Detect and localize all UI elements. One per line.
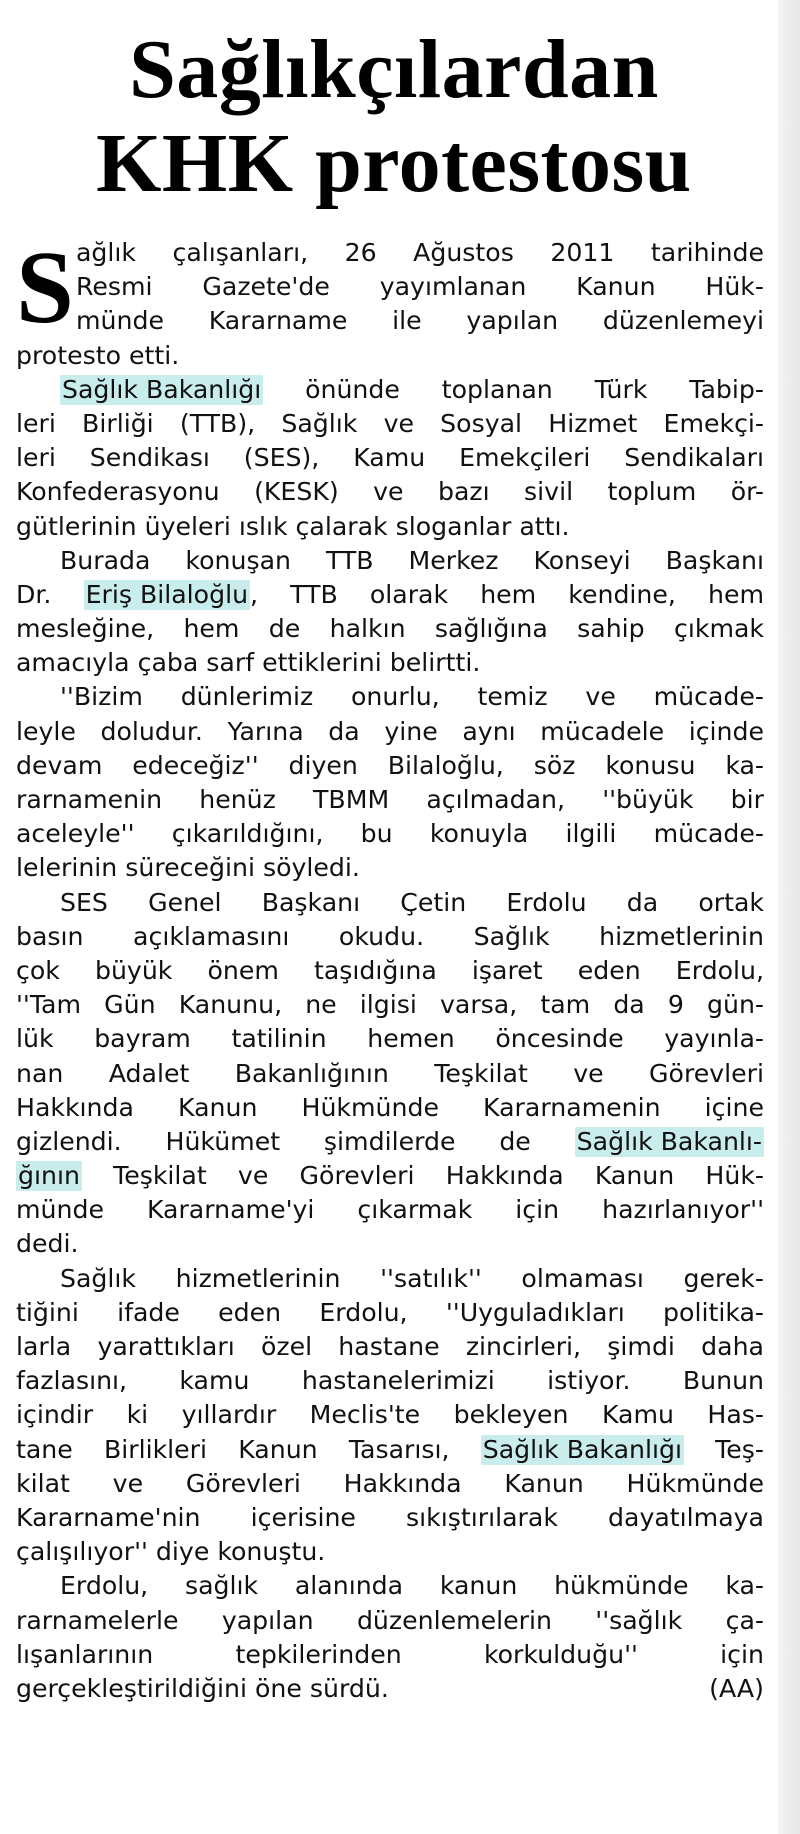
page-edge-shadow: [778, 0, 800, 1834]
news-clipping: [14, 8, 774, 1826]
body-line-text: önünde toplanan Türk Tabip-: [263, 374, 764, 404]
body-line-text: Teşkilat ve Görevleri Hakkında Kanun Hük-: [81, 1161, 764, 1191]
body-line: ''Tam Gün Kanunu, ne ilgisi varsa, tam da 9 gün-: [16, 990, 764, 1020]
drop-cap: S: [16, 230, 74, 345]
body-line: Hakkında Kanun Hükmünde Kararnamenin içine: [16, 1092, 764, 1122]
body-line: çok büyük önem taşıdığına işaret eden Erdolu,: [16, 955, 764, 985]
body-line-text: tane Birlikleri Kanun Tasarısı,: [16, 1434, 481, 1464]
body-line: Kararname'nin içerisine sıkıştırılarak dayatılmaya: [16, 1502, 764, 1532]
body-line: dedi.: [16, 1229, 79, 1259]
body-line: içindir ki yıllardır Meclis'te bekleyen Kamu Has-: [16, 1400, 764, 1430]
body-line: aceleyle'' çıkarıldığını, bu konuyla ilgili mücade-: [16, 819, 764, 849]
body-line: amacıyla çaba sarf ettiklerini belirtti.: [16, 648, 481, 678]
body-line: leri Sendikası (SES), Kamu Emekçileri Sendikaları: [16, 443, 764, 473]
source-credit: (AA): [709, 1673, 764, 1703]
highlight-saglik-bakanligi: Sağlık Bakanlığı: [62, 374, 262, 404]
body-line: lük bayram tatilinin hemen öncesinde yayınla-: [16, 1024, 764, 1054]
body-line: Resmi Gazete'de yayımlanan Kanun Hük-: [76, 272, 764, 302]
body-line: münde Kararname'yi çıkarmak için hazırlanıyor'': [16, 1195, 764, 1225]
body-line-text: Teş-: [683, 1434, 764, 1464]
highlight-saglik-bakanligi: Sağlık Bakanlığı: [482, 1434, 682, 1464]
highlight-eris-bilaloglu: Eriş Bilaloğlu: [85, 579, 249, 609]
body-line: [16, 1672, 764, 1706]
highlight-saglik-bakanligi-cont: ğının: [18, 1161, 80, 1191]
body-line: mesleğine, hem de halkın sağlığına sahip çıkmak: [16, 614, 764, 644]
body-line: [16, 578, 764, 612]
body-line: tiğini ifade eden Erdolu, ''Uyguladıkları politika-: [16, 1297, 764, 1327]
body-line-text: gerçekleştirildiğini öne sürdü.: [16, 1673, 389, 1703]
body-line: [16, 1159, 764, 1193]
body-line: leri Birliği (TTB), Sağlık ve Sosyal Hizmet Emekçi-: [16, 408, 764, 438]
body-line: Sağlık hizmetlerinin ''satılık'' olmaması gerek-: [60, 1263, 764, 1293]
headline-line-2: KHK protestosu: [96, 117, 692, 210]
body-line: SES Genel Başkanı Çetin Erdolu da ortak: [60, 887, 764, 917]
body-line: [16, 373, 764, 407]
body-line: ağlık çalışanları, 26 Ağustos 2011 tarihinde: [76, 238, 764, 267]
body-line: lelerinin süreceğini söyledi.: [16, 853, 360, 883]
article-body: [16, 230, 764, 1706]
body-line: devam edeceğiz'' diyen Bilaloğlu, söz konusu ka-: [16, 750, 764, 780]
body-line: Konfederasyonu (KESK) ve bazı sivil toplum ör-: [16, 477, 764, 507]
body-line: nan Adalet Bakanlığının Teşkilat ve Görevleri: [16, 1058, 764, 1088]
body-line: protesto etti.: [16, 340, 180, 370]
body-line: rarnamelerle yapılan düzenlemelerin ''sağlık ça-: [16, 1605, 764, 1635]
body-line: leyle doludur. Yarına da yine aynı mücadele içinde: [16, 716, 764, 746]
body-line: çalışılıyor'' diye konuştu.: [16, 1537, 326, 1567]
headline-line-1: Sağlıkçılardan: [129, 23, 659, 116]
highlight-saglik-bakanligi: Sağlık Bakanlı-: [576, 1126, 762, 1156]
body-line-text: , TTB olarak hem kendine, hem: [250, 579, 764, 609]
body-line: [16, 1125, 764, 1159]
body-line: fazlasını, kamu hastanelerimizi istiyor. Bunun: [16, 1366, 764, 1396]
body-line-text: gizlendi. Hükümet şimdilerde de: [16, 1126, 575, 1156]
body-line: gütlerinin üyeleri ıslık çalarak sloganlar attı.: [16, 511, 570, 541]
body-line: larla yarattıkları özel hastane zincirleri, şimdi daha: [16, 1332, 764, 1361]
body-line: rarnamenin henüz TBMM açılmadan, ''büyük bir: [16, 785, 764, 814]
body-line: [16, 1433, 764, 1467]
body-line: kilat ve Görevleri Hakkında Kanun Hükmünde: [16, 1468, 764, 1498]
body-line: lışanlarının tepkilerinden korkulduğu'' için: [16, 1639, 764, 1669]
body-line: Erdolu, sağlık alanında kanun hükmünde ka-: [60, 1571, 764, 1601]
body-line: ''Bizim dünlerimiz onurlu, temiz ve mücade-: [60, 682, 764, 712]
body-line: Burada konuşan TTB Merkez Konseyi Başkanı: [60, 545, 764, 575]
body-line-text: Dr.: [16, 579, 84, 609]
body-line: münde Kararname ile yapılan düzenlemeyi: [76, 306, 764, 336]
body-line: basın açıklamasını okudu. Sağlık hizmetlerinin: [16, 921, 764, 951]
